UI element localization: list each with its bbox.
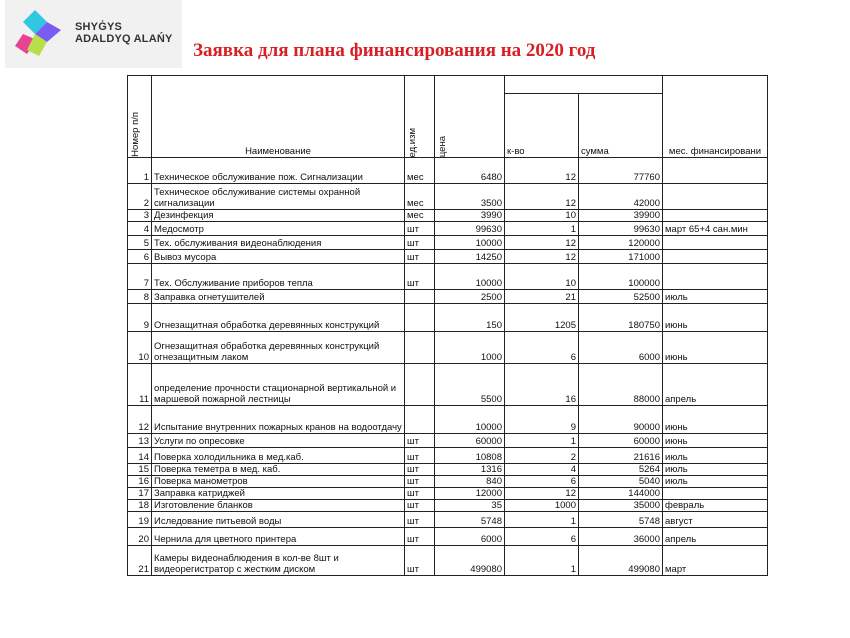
- cell-unit: шт: [405, 500, 435, 512]
- table-row: [128, 236, 768, 250]
- cell-name: Услуги по опресовке: [152, 434, 405, 448]
- header-top-row: [128, 76, 768, 94]
- cell-price: 1316: [435, 464, 505, 476]
- cell-month: июнь: [663, 304, 768, 332]
- cell-unit: [405, 406, 435, 434]
- cell-qty: 10: [505, 210, 579, 222]
- col-header-unit: [405, 76, 435, 158]
- cell-name: Дезинфекция: [152, 210, 405, 222]
- cell-month: апрель: [663, 528, 768, 546]
- cell-sum: 60000: [579, 434, 663, 448]
- col-header-sum: [579, 94, 663, 158]
- cell-price: 2500: [435, 290, 505, 304]
- cell-qty: 21: [505, 290, 579, 304]
- col-header-price-label: цена: [437, 135, 448, 157]
- cell-price: 5500: [435, 364, 505, 406]
- cell-num: 10: [128, 332, 152, 364]
- col-header-name: [152, 76, 405, 158]
- cell-month: апрель: [663, 364, 768, 406]
- cell-sum: 6000: [579, 332, 663, 364]
- table-row: [128, 332, 768, 364]
- cell-month: март: [663, 546, 768, 576]
- cell-unit: шт: [405, 236, 435, 250]
- cell-sum: 100000: [579, 264, 663, 290]
- cell-price: 3500: [435, 184, 505, 210]
- cell-num: 2: [128, 184, 152, 210]
- cell-sum: 120000: [579, 236, 663, 250]
- cell-month: июль: [663, 448, 768, 464]
- cell-month: июль: [663, 464, 768, 476]
- cell-unit: шт: [405, 250, 435, 264]
- cell-name: Медосмотр: [152, 222, 405, 236]
- cell-num: 18: [128, 500, 152, 512]
- cell-qty: 1205: [505, 304, 579, 332]
- cell-unit: шт: [405, 434, 435, 448]
- table-row: [128, 434, 768, 448]
- table-row: [128, 476, 768, 488]
- cell-month: [663, 264, 768, 290]
- cell-price: 6480: [435, 158, 505, 184]
- cell-num: 5: [128, 236, 152, 250]
- cell-price: 499080: [435, 546, 505, 576]
- cell-sum: 21616: [579, 448, 663, 464]
- cell-sum: 99630: [579, 222, 663, 236]
- cell-month: [663, 210, 768, 222]
- cell-name: Огнезащитная обработка деревянных конструкций огнезащитным лаком: [152, 332, 405, 364]
- col-header-qty-label: к-во: [507, 146, 525, 157]
- cell-price: 12000: [435, 488, 505, 500]
- cell-name: Изготовление бланков: [152, 500, 405, 512]
- col-header-num-label: Номер п/п: [130, 112, 141, 157]
- cell-price: 10808: [435, 448, 505, 464]
- cell-num: 9: [128, 304, 152, 332]
- cell-unit: шт: [405, 528, 435, 546]
- table-row: [128, 304, 768, 332]
- cell-sum: 77760: [579, 158, 663, 184]
- cell-month: [663, 488, 768, 500]
- cell-month: июль: [663, 290, 768, 304]
- cell-name: Техническое обслуживание системы охранной сигнализации: [152, 184, 405, 210]
- logo: [5, 0, 182, 68]
- table-row: [128, 250, 768, 264]
- cell-num: 3: [128, 210, 152, 222]
- table-row: [128, 364, 768, 406]
- cell-month: [663, 184, 768, 210]
- table-row: [128, 210, 768, 222]
- cell-price: 5748: [435, 512, 505, 528]
- table-row: [128, 448, 768, 464]
- cell-sum: 52500: [579, 290, 663, 304]
- cell-unit: шт: [405, 488, 435, 500]
- cell-num: 1: [128, 158, 152, 184]
- cell-month: март 65+4 сан.мин: [663, 222, 768, 236]
- cell-qty: 12: [505, 158, 579, 184]
- cell-sum: 180750: [579, 304, 663, 332]
- col-header-sum-label: сумма: [581, 146, 609, 157]
- cell-qty: 1: [505, 434, 579, 448]
- cell-unit: мес: [405, 158, 435, 184]
- cell-price: 35: [435, 500, 505, 512]
- cell-price: 10000: [435, 406, 505, 434]
- cell-qty: 9: [505, 406, 579, 434]
- cell-qty: 6: [505, 528, 579, 546]
- cell-unit: шт: [405, 512, 435, 528]
- col-header-price: [435, 76, 505, 158]
- cell-name: Чернила для цветного принтера: [152, 528, 405, 546]
- cell-sum: 5040: [579, 476, 663, 488]
- table-row: [128, 464, 768, 476]
- cell-num: 16: [128, 476, 152, 488]
- cell-qty: 1000: [505, 500, 579, 512]
- col-header-month-label: мес. финансировани: [668, 146, 762, 157]
- cell-price: 10000: [435, 264, 505, 290]
- cell-qty: 12: [505, 488, 579, 500]
- cell-price: 1000: [435, 332, 505, 364]
- cell-month: июнь: [663, 434, 768, 448]
- cell-name: Техническое обслуживание пож. Сигнализации: [152, 158, 405, 184]
- table-row: [128, 406, 768, 434]
- cell-name: Поверка теметра в мед. каб.: [152, 464, 405, 476]
- cell-price: 60000: [435, 434, 505, 448]
- cell-num: 20: [128, 528, 152, 546]
- table-row: [128, 488, 768, 500]
- table-row: [128, 264, 768, 290]
- cell-month: [663, 250, 768, 264]
- cell-price: 840: [435, 476, 505, 488]
- cell-num: 7: [128, 264, 152, 290]
- cell-unit: шт: [405, 546, 435, 576]
- cell-unit: шт: [405, 476, 435, 488]
- cell-num: 19: [128, 512, 152, 528]
- cell-name: Тех. Обслуживание приборов тепла: [152, 264, 405, 290]
- cell-num: 11: [128, 364, 152, 406]
- table-row: [128, 290, 768, 304]
- cell-name: Заправка катриджей: [152, 488, 405, 500]
- cell-name: Поверка манометров: [152, 476, 405, 488]
- cell-sum: 36000: [579, 528, 663, 546]
- cell-unit: шт: [405, 222, 435, 236]
- cell-month: февраль: [663, 500, 768, 512]
- cell-num: 12: [128, 406, 152, 434]
- cell-price: 99630: [435, 222, 505, 236]
- col-header-unit-label: ед.изм: [407, 127, 418, 157]
- cell-sum: 39900: [579, 210, 663, 222]
- cell-name: Вывоз мусора: [152, 250, 405, 264]
- cell-name: Тех. обслуживания видеонаблюдения: [152, 236, 405, 250]
- cell-sum: 171000: [579, 250, 663, 264]
- cell-unit: шт: [405, 448, 435, 464]
- logo-line1: SHYĠYS: [75, 21, 123, 33]
- table-row: [128, 222, 768, 236]
- cell-name: определение прочности стационарной вертикальной и маршевой пожарной лестницы: [152, 364, 405, 406]
- cell-unit: [405, 332, 435, 364]
- table-row: [128, 158, 768, 184]
- cell-name: Поверка холодильника в мед.каб.: [152, 448, 405, 464]
- logo-icon: [13, 8, 73, 60]
- cell-qty: 12: [505, 236, 579, 250]
- logo-line2: ADALDYQ ALAŃY: [75, 33, 173, 45]
- cell-sum: 88000: [579, 364, 663, 406]
- cell-month: июль: [663, 476, 768, 488]
- col-header-month: [663, 76, 768, 158]
- cell-month: [663, 236, 768, 250]
- cell-unit: [405, 290, 435, 304]
- cell-name: Иследование питьевой воды: [152, 512, 405, 528]
- cell-unit: шт: [405, 464, 435, 476]
- cell-month: июнь: [663, 332, 768, 364]
- cell-num: 13: [128, 434, 152, 448]
- cell-sum: 499080: [579, 546, 663, 576]
- cell-num: 6: [128, 250, 152, 264]
- cell-name: Огнезащитная обработка деревянных конструкций: [152, 304, 405, 332]
- financing-table: [127, 75, 768, 576]
- cell-qty: 1: [505, 222, 579, 236]
- cell-num: 8: [128, 290, 152, 304]
- cell-month: [663, 158, 768, 184]
- cell-qty: 16: [505, 364, 579, 406]
- col-header-name-label: Наименование: [245, 146, 311, 157]
- cell-num: 15: [128, 464, 152, 476]
- cell-sum: 5748: [579, 512, 663, 528]
- cell-qty: 1: [505, 546, 579, 576]
- cell-qty: 6: [505, 476, 579, 488]
- cell-sum: 42000: [579, 184, 663, 210]
- cell-price: 6000: [435, 528, 505, 546]
- col-header-group: [505, 76, 663, 94]
- cell-qty: 2: [505, 448, 579, 464]
- cell-price: 3990: [435, 210, 505, 222]
- page-title: Заявка для плана финансирования на 2020 год: [193, 40, 596, 61]
- cell-price: 150: [435, 304, 505, 332]
- cell-qty: 1: [505, 512, 579, 528]
- table-body: [128, 158, 768, 576]
- cell-unit: мес: [405, 184, 435, 210]
- cell-sum: 5264: [579, 464, 663, 476]
- cell-price: 14250: [435, 250, 505, 264]
- cell-qty: 10: [505, 264, 579, 290]
- cell-num: 21: [128, 546, 152, 576]
- cell-month: июнь: [663, 406, 768, 434]
- cell-qty: 12: [505, 184, 579, 210]
- cell-qty: 12: [505, 250, 579, 264]
- table-row: [128, 184, 768, 210]
- cell-sum: 90000: [579, 406, 663, 434]
- cell-num: 14: [128, 448, 152, 464]
- cell-price: 10000: [435, 236, 505, 250]
- cell-name: Заправка огнетушителей: [152, 290, 405, 304]
- table-row: [128, 512, 768, 528]
- cell-unit: [405, 364, 435, 406]
- spreadsheet: [127, 75, 767, 615]
- cell-name: Испытание внутренних пожарных кранов на водоотдачу: [152, 406, 405, 434]
- table-row: [128, 546, 768, 576]
- cell-sum: 35000: [579, 500, 663, 512]
- cell-sum: 144000: [579, 488, 663, 500]
- cell-month: август: [663, 512, 768, 528]
- cell-num: 17: [128, 488, 152, 500]
- cell-name: Камеры видеонаблюдения в кол-ве 8шт и видеорегистратор с жестким диском: [152, 546, 405, 576]
- cell-unit: [405, 304, 435, 332]
- col-header-qty: [505, 94, 579, 158]
- col-header-num: [128, 76, 152, 158]
- table-row: [128, 500, 768, 512]
- cell-qty: 6: [505, 332, 579, 364]
- cell-unit: мес: [405, 210, 435, 222]
- logo-text: [75, 21, 173, 45]
- cell-qty: 4: [505, 464, 579, 476]
- table-row: [128, 528, 768, 546]
- cell-num: 4: [128, 222, 152, 236]
- cell-unit: шт: [405, 264, 435, 290]
